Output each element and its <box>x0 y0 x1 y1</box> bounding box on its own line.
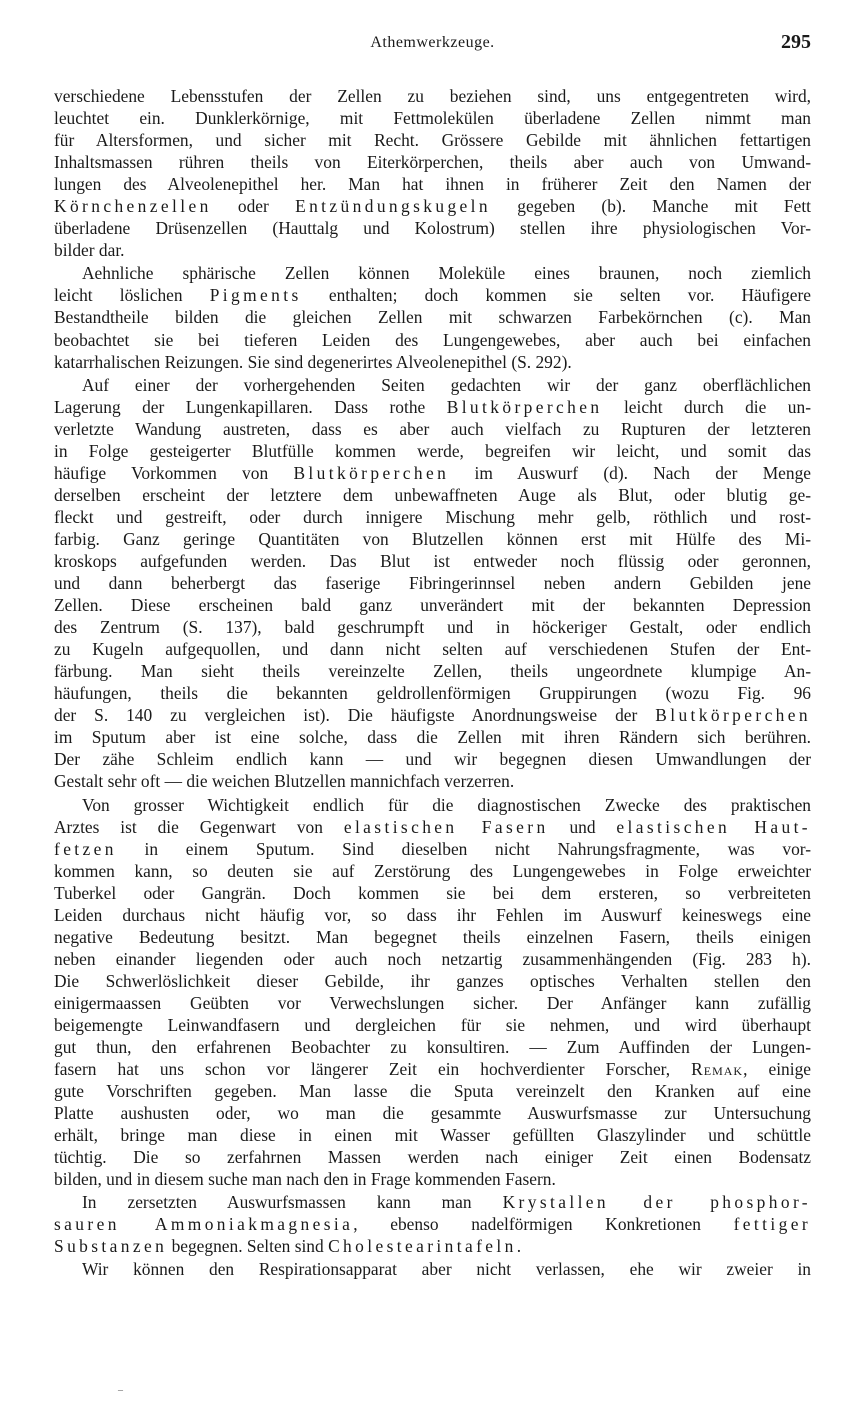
text-line: negative Bedeutung besitzt. Man begegnet theils einzelnen Fasern, theils einigen <box>54 926 811 947</box>
running-title: Athemwerkzeuge. <box>370 34 495 51</box>
text-line: neben einander liegenden oder auch noch netzartig zusammenhängenden (Fig. 283 h). <box>54 948 811 969</box>
text-line: Arztes ist die Gegenwart von elastischen Fasern und elastischen Haut- <box>54 816 811 837</box>
text-line: kommen kann, so deuten sie auf Zerstörung des Lungengewebes in Folge erweichter <box>54 860 811 881</box>
text-line: lungen des Alveolenepithel her. Man hat ihnen in früherer Zeit den Namen der <box>54 174 811 195</box>
text-line: Tuberkel oder Gangrän. Doch kommen sie bei dem ersteren, so verbreiteten <box>54 882 811 903</box>
text-line: katarrhalischen Reizungen. Sie sind degenerirtes Alveolenepithel (S. 292). <box>54 351 572 372</box>
text-line: bilden, und in diesem suche man nach den in Frage kommenden Fasern. <box>54 1169 556 1190</box>
text-line: der S. 140 zu vergleichen ist). Die häufigste Anordnungsweise der Blutkörperchen <box>54 705 811 726</box>
text-line: in Folge gesteigerter Blutfülle kommen werde, begreifen wir leicht, und somit das <box>54 440 811 461</box>
paragraph <box>54 262 811 372</box>
text-line: Substanzen begegnen. Selten sind Cholestearintafeln. <box>54 1236 522 1257</box>
paragraph <box>54 85 811 261</box>
author-name: Remak <box>691 1059 744 1080</box>
text-line: Wir können den Respirationsapparat aber nicht verlassen, ehe wir zweier in <box>82 1259 811 1280</box>
text-line: Leiden durchaus nicht häufig vor, so dass ihr Fehlen im Auswurf keineswegs eine <box>54 904 811 925</box>
text-line: einigermaassen Geübten vor Verwechslungen sicher. Der Anfänger kann zufällig <box>54 992 811 1013</box>
paragraph <box>54 374 811 793</box>
emphasized-term: Pigments <box>209 285 302 306</box>
text-line: Gestalt sehr oft — die weichen Blutzellen mannichfach verzerren. <box>54 771 515 792</box>
emphasized-term: fettiger <box>733 1214 812 1235</box>
text-line: Die Schwerlöslichkeit dieser Gebilde, ihr ganzes optisches Verhalten stellen den <box>54 970 811 991</box>
text-line: des Zentrum (S. 137), bald geschrumpft und in höckeriger Gestalt, oder endlich <box>54 617 811 638</box>
text-line: Auf einer der vorhergehenden Seiten gedachten wir der ganz oberflächlichen <box>82 374 811 395</box>
text-line: fasern hat uns schon vor längerer Zeit ein hochverdienter Forscher, Remak, einige <box>54 1059 812 1080</box>
paragraph <box>54 794 811 1191</box>
emphasized-term: Körnchenzellen <box>54 196 212 217</box>
text-line: Körnchenzellen oder Entzündungskugeln gegeben (b). Manche mit Fett <box>54 196 811 217</box>
emphasized-term: Cholestearintafeln <box>328 1236 517 1257</box>
emphasized-term: sauren Ammoniakmagnesia <box>54 1214 354 1235</box>
text-line: färbung. Man sieht theils vereinzelte Zellen, theils ungeordnete klumpige An- <box>54 661 811 682</box>
emphasized-term: Krystallen der phosphor- <box>502 1192 811 1213</box>
text-line: derselben erscheint der letztere dem unbewaffneten Auge als Blut, oder blutig ge- <box>54 484 811 505</box>
text-line: gut thun, den erfahrenen Beobachter zu konsultiren. — Zum Auffinden der Lungen- <box>54 1037 811 1058</box>
text-line: verschiedene Lebensstufen der Zellen zu beziehen sind, uns entgegentreten wird, <box>54 86 811 106</box>
text-line: Von grosser Wichtigkeit endlich für die diagnostischen Zwecke des praktischen <box>82 794 811 815</box>
text-line: In zersetzten Auswurfsmassen kann man Krystallen der phosphor- <box>82 1192 811 1213</box>
running-head <box>54 31 811 58</box>
text-line: sauren Ammoniakmagnesia, ebenso nadelförmigen Konkretionen fettiger <box>54 1214 812 1235</box>
emphasized-term: elastischen Fasern <box>343 816 549 837</box>
text-line: beobachtet sie bei tieferen Leiden des Lungengewebes, aber auch bei einfachen <box>54 329 811 350</box>
text-line: häufungen, theils die bekannten geldrollenförmigen Gruppirungen (wozu Fig. 96 <box>54 683 811 704</box>
emphasized-term: Substanzen <box>54 1236 168 1257</box>
text-line: Bestandtheile bilden die gleichen Zellen mit schwarzen Farbekörnchen (c). Man <box>54 307 811 328</box>
text-line: Der zähe Schleim endlich kann — und wir begegnen diesen Umwandlungen der <box>54 749 811 770</box>
text-line: häufige Vorkommen von Blutkörperchen im Auswurf (d). Nach der Menge <box>54 462 811 483</box>
text-line: für Altersformen, und sicher mit Recht. Grössere Gebilde mit ähnlichen fettartigen <box>54 130 811 151</box>
text-line: beigemengte Leinwandfasern und dergleichen für sie nehmen, und wird überhaupt <box>54 1014 811 1035</box>
emphasized-term: elastischen Haut- <box>616 816 811 837</box>
text-line: kroskops aufgefunden werden. Das Blut ist entweder noch flüssig oder geronnen, <box>54 550 811 571</box>
text-line: Zellen. Diese erscheinen bald ganz unverändert mit der bekannten Depression <box>54 595 811 616</box>
emphasized-term: Blutkörperchen <box>655 705 811 726</box>
text-line: leicht löslichen Pigments enthalten; doch kommen sie selten vor. Häufigere <box>54 285 811 306</box>
emphasized-term: fetzen <box>54 838 117 859</box>
emphasized-term: Blutkörperchen <box>293 462 450 483</box>
text-line: fleckt und gestreift, oder durch innigere Mischung mehr gelb, röthlich und rost- <box>54 506 811 527</box>
text-line: farbig. Ganz geringe Quantitäten von Blutzellen können erst mit Hülfe des Mi- <box>54 528 811 549</box>
text-line: Platte aushusten oder, wo man die gesammte Auswurfsmasse zur Untersuchung <box>54 1103 811 1124</box>
text-line: Inhaltsmassen rühren theils von Eiterkörperchen, theils aber auch von Umwand- <box>54 152 811 173</box>
text-line: erhält, bringe man diese in einen mit Wasser gefüllten Glaszylinder und schüttle <box>54 1125 811 1146</box>
text-line: Lagerung der Lungenkapillaren. Dass rothe Blutkörperchen leicht durch die un- <box>54 396 811 417</box>
text-line: gute Vorschriften gegeben. Man lasse die Sputa vereinzelt den Kranken auf eine <box>54 1081 811 1102</box>
text-line: tüchtig. Die so zerfahrnen Massen werden nach einiger Zeit einen Bodensatz <box>54 1147 811 1168</box>
paragraph <box>54 1258 811 1280</box>
emphasized-term: Entzündungskugeln <box>295 196 492 217</box>
text-line: fetzen in einem Sputum. Sind dieselben nicht Nahrungsfragmente, was vor- <box>54 838 811 859</box>
paragraph <box>54 1191 811 1257</box>
text-line: im Sputum aber ist eine solche, dass die Zellen mit ihren Rändern sich berühren. <box>54 727 811 748</box>
emphasized-term: Blutkörperchen <box>446 396 603 417</box>
text-line: bilder dar. <box>54 240 125 261</box>
text-line: und dann beherbergt das faserige Fibringerinnsel neben andern Gebilden jene <box>54 573 811 594</box>
footer-mark: – <box>118 1385 123 1396</box>
text-line: verletzte Wandung austreten, dass es aber auch vielfach zu Rupturen der letzteren <box>54 418 811 439</box>
page-number: 295 <box>781 31 811 53</box>
body-text <box>54 85 811 1282</box>
text-line: zu Kugeln aufgequollen, und dann nicht selten auf verschiedenen Stufen der Ent- <box>54 639 811 660</box>
text-line: überladene Drüsenzellen (Hauttalg und Kolostrum) stellen ihre physiologischen Vor- <box>54 218 811 239</box>
text-line: leuchtet ein. Dunklerkörnige, mit Fettmolekülen überladene Zellen nimmt man <box>54 108 811 129</box>
text-line: Aehnliche sphärische Zellen können Moleküle eines braunen, noch ziemlich <box>82 263 811 284</box>
